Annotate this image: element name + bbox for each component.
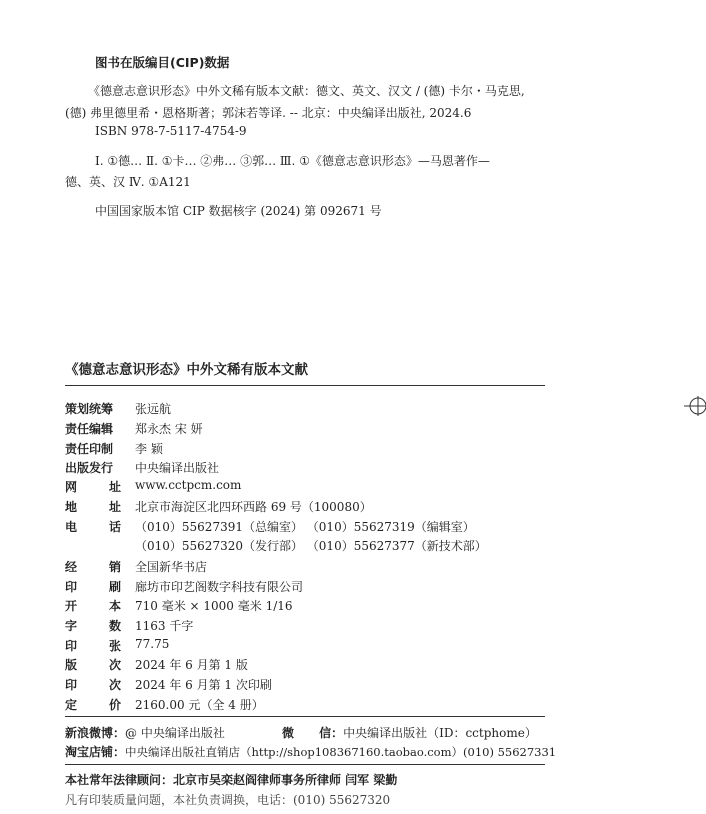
detail-value: 郑永杰 宋 妍 — [135, 422, 203, 436]
detail-value: 2024 年 6 月第 1 次印刷 — [135, 678, 272, 692]
detail-label: 网 址 — [65, 480, 121, 494]
book-title: 《德意志意识形态》中外文稀有版本文献 — [65, 362, 308, 378]
divider — [65, 716, 545, 717]
detail-label: 印 刷 — [65, 580, 121, 594]
cip-line: Ⅰ. ①德… Ⅱ. ①卡… ②弗… ③郭… Ⅲ. ①《德意志意识形态》—马恩著作— — [95, 154, 490, 168]
detail-label: 定 价 — [65, 698, 121, 712]
cip-line: 《德意志意识形态》中外文稀有版本文献：德文、英文、汉文 / (德) 卡尔・马克思, — [88, 84, 525, 98]
detail-value: 廊坊市印艺阁数字科技有限公司 — [135, 580, 304, 594]
wechat-label: 微 信： — [282, 726, 344, 740]
divider — [65, 385, 545, 386]
detail-label: 责任印制 — [65, 442, 114, 456]
cip-line: 中国国家版本馆 CIP 数据核字 (2024) 第 092671 号 — [95, 204, 382, 218]
detail-label: 经 销 — [65, 560, 121, 574]
detail-label: 地 址 — [65, 500, 121, 514]
detail-value: （010）55627391（总编室） （010）55627319（编辑室） — [135, 520, 475, 534]
detail-value: 李 颖 — [135, 442, 163, 456]
legal-counsel: 本社常年法律顾问：北京市吴栾赵阎律师事务所律师 闫军 梁勤 — [65, 773, 398, 787]
detail-label: 印 张 — [65, 639, 121, 653]
detail-value: 张远航 — [135, 402, 172, 416]
quality-notice: 凡有印装质量问题，本社负责调换，电话：(010) 55627320 — [65, 793, 391, 807]
detail-value: （010）55627320（发行部） （010）55627377（新技术部） — [135, 539, 487, 553]
detail-label: 出版发行 — [65, 461, 114, 475]
weibo-label: 新浪微博： — [65, 726, 126, 740]
taobao-line — [65, 743, 556, 760]
detail-value: www.cctpcm.com — [135, 478, 242, 492]
detail-label: 责任编辑 — [65, 422, 114, 436]
detail-label: 字 数 — [65, 619, 121, 633]
detail-value: 中央编译出版社 — [135, 461, 220, 475]
registration-mark-icon — [684, 396, 706, 416]
taobao-value: 中央编译出版社直销店（http://shop108367160.taobao.com）(010) 55627331 — [125, 745, 557, 759]
cip-line: (德) 弗里德里希・恩格斯著；郭沫若等译. -- 北京：中央编译出版社, 2024.6 — [65, 106, 472, 120]
taobao-label: 淘宝店铺： — [65, 745, 126, 759]
detail-label: 电 话 — [65, 520, 121, 534]
weibo-value: @ 中央编译出版社 — [125, 726, 225, 740]
detail-value: 1163 千字 — [135, 619, 194, 633]
divider — [65, 764, 545, 765]
detail-label: 策划统筹 — [65, 402, 114, 416]
detail-value: 710 毫米 × 1000 毫米 1/16 — [135, 599, 293, 613]
weibo-line — [65, 724, 225, 741]
cip-line: ISBN 978-7-5117-4754-9 — [95, 124, 247, 138]
detail-value: 77.75 — [135, 637, 170, 651]
detail-label: 开 本 — [65, 599, 121, 613]
detail-value: 2024 年 6 月第 1 版 — [135, 658, 248, 672]
detail-value: 北京市海淀区北四环西路 69 号（100080） — [135, 500, 372, 514]
cip-line: 德、英、汉 Ⅳ. ①A121 — [65, 175, 191, 189]
wechat-line — [282, 724, 537, 741]
detail-value: 全国新华书店 — [135, 560, 208, 574]
cip-title: 图书在版编目(CIP)数据 — [95, 55, 230, 70]
detail-label: 版 次 — [65, 658, 121, 672]
wechat-value: 中央编译出版社（ID：cctphome） — [343, 726, 537, 740]
detail-value: 2160.00 元（全 4 册） — [135, 698, 264, 712]
detail-label: 印 次 — [65, 678, 121, 692]
